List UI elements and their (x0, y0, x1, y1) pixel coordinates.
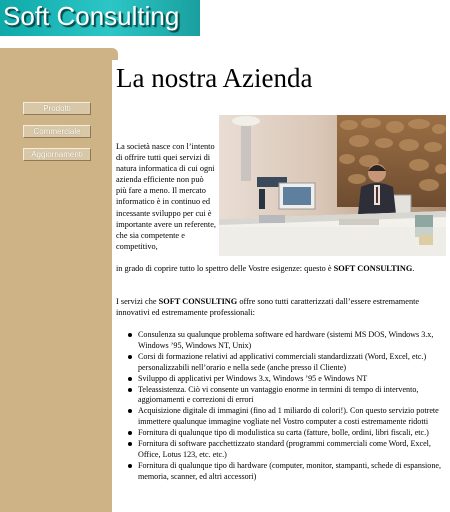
services-intro (116, 296, 446, 318)
logo-text: Soft Consulting (3, 1, 180, 31)
services-list (126, 330, 448, 483)
service-text: Fornitura di qualunque tipo di modulistica su carta (fatture, bolle, ordini, libri fiscali, etc.) (138, 428, 429, 438)
list-item (126, 385, 448, 407)
service-text: Fornitura di qualunque tipo di hardware (computer, monitor, stampanti, schede di espansione, memoria, scanner, ed altri accessori) (138, 460, 442, 481)
services-intro-end: offre sono tutti caratterizzati dall’essere estremamente innovativi ed estremamente professionali: (116, 297, 420, 318)
page-title: La nostra Azienda (116, 63, 313, 93)
list-item (126, 428, 448, 439)
intro-tail-end: . (412, 264, 415, 273)
bullet-icon (128, 464, 132, 468)
bullet-icon (128, 388, 132, 392)
list-item (126, 352, 448, 374)
intro-paragraph-end (116, 263, 446, 274)
sidebar-corner (112, 48, 118, 60)
service-text: Consulenza su qualunque problema software ed hardware (sistemi MS DOS, Windows 3.x, Windows ’95, Windows NT, Unix) (138, 330, 434, 350)
intro-tail-text: in grado di coprire tutto lo spettro delle Vostre esigenze: questo è (116, 264, 332, 273)
list-item (126, 374, 448, 385)
service-text: Corsi di formazione relativi ad applicativi commerciali standardizzati (Word, Excel, etc.) personalizzabili nell’orario e nella sede (anche presso il Cliente) (138, 351, 427, 372)
service-text: Sviluppo di applicativi per Windows 3.x, Windows ’95 e Windows NT (138, 373, 368, 383)
site-logo[interactable] (0, 0, 200, 36)
bullet-icon (128, 442, 132, 446)
nav-button-commerciale[interactable]: Commerciale (23, 125, 91, 138)
list-item (126, 330, 448, 352)
company-name-bold: SOFT CONSULTING (333, 264, 413, 273)
bullet-icon (128, 355, 132, 359)
service-text: Acquisizione digitale di immagini (fino ad 1 miliardo di colori!). Con questo servizio potrete immettere qualunque immagine vogliate nel Vostro computer a costi estremamente ridotti (138, 406, 439, 427)
list-item (126, 406, 448, 428)
bullet-icon (128, 333, 132, 337)
bullet-icon (128, 377, 132, 381)
nav-button-prodotti[interactable]: Prodotti (23, 102, 91, 115)
bullet-icon (128, 431, 132, 435)
service-text: Teleassistenza. Ciò vi consente un vantaggio enorme in termini di tempo di intervento, aggiornamenti e correzioni di errori (138, 384, 419, 405)
office-photo (219, 115, 446, 256)
sidebar (0, 48, 112, 512)
nav-button-aggiornamenti[interactable]: Aggiornamenti (23, 148, 91, 161)
service-text: Fornitura di software pacchettizzato standard (programmi commerciali come Word, Excel, Office, Lotus 123, etc. etc.) (138, 439, 431, 459)
services-company-bold: SOFT CONSULTING (158, 297, 238, 306)
list-item (126, 439, 448, 461)
intro-paragraph: La società nasce con l’intento di offrire tutti quei servizi di natura informatica di cui ogni azienda efficiente non può più fare a meno. Il mercato informatico è in continuo ed incessante sviluppo per cui è importante avere un referente, che sia competente e competitivo, (116, 142, 216, 251)
bullet-icon (128, 409, 132, 413)
services-intro-start: I servizi che (116, 297, 157, 306)
list-item (126, 461, 448, 483)
